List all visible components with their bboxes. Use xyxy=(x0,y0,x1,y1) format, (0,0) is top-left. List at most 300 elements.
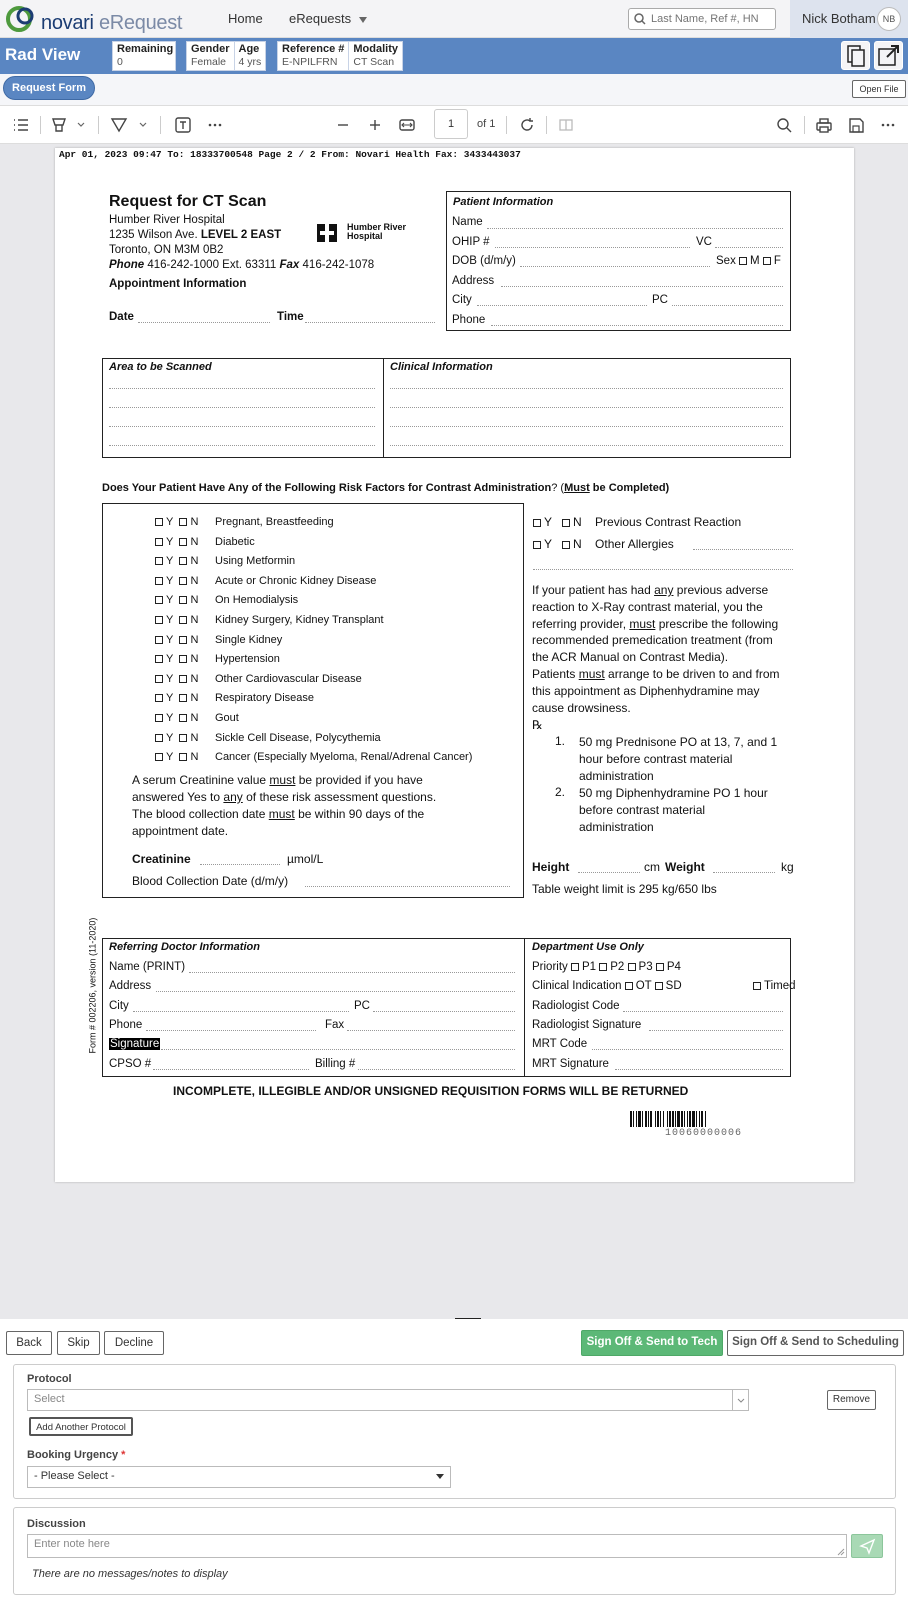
search-input[interactable] xyxy=(649,12,773,26)
barcode-bar xyxy=(633,1111,634,1127)
risk-label: Sickle Cell Disease, Polycythemia xyxy=(215,731,381,744)
rd-address-line xyxy=(156,991,515,992)
yes-label: Y xyxy=(166,712,174,724)
rd-signature-label: Signature xyxy=(110,1038,160,1050)
yes-label: Y xyxy=(166,535,174,548)
page-title: Rad View xyxy=(5,45,81,64)
time-line xyxy=(305,322,435,323)
doctor-dept-box xyxy=(102,938,791,1077)
chevron-down-icon[interactable] xyxy=(138,116,148,134)
barcode-bar xyxy=(660,1111,661,1127)
barcode-bar xyxy=(701,1111,703,1127)
yes-label: Y xyxy=(166,692,174,705)
yes-label: Y xyxy=(166,731,174,744)
required-marker: * xyxy=(121,1449,126,1461)
risk-row xyxy=(155,594,299,607)
yes-label: Y xyxy=(544,537,553,551)
checkbox xyxy=(155,675,163,683)
print-icon[interactable] xyxy=(815,116,833,134)
patient-city-label: City xyxy=(452,294,472,306)
barcode-bar xyxy=(672,1111,674,1127)
box-divider xyxy=(383,358,384,458)
blood-date-label: Blood Collection Date (d/m/y) xyxy=(132,874,289,888)
humber-logo-text: Humber River Hospital xyxy=(347,222,407,241)
nav-erequests-label: eRequests xyxy=(289,11,352,26)
urgency-label-text: Booking Urgency xyxy=(27,1449,119,1461)
add-another-protocol-button[interactable]: Add Another Protocol xyxy=(29,1417,133,1436)
nav-home[interactable]: Home xyxy=(228,11,263,26)
logo-brand: novari xyxy=(41,12,94,34)
checkbox xyxy=(533,519,541,527)
prev-contrast-label: Previous Contrast Reaction xyxy=(595,515,742,529)
pop-out-button[interactable] xyxy=(874,41,903,70)
clinical-line xyxy=(390,445,783,446)
creatinine-label: Creatinine xyxy=(132,852,191,866)
fit-width-icon[interactable] xyxy=(398,116,416,134)
search-icon xyxy=(634,13,646,25)
fax-label: Fax xyxy=(279,259,300,271)
reference-label: Reference # xyxy=(282,43,345,55)
risk-label: Using Metformin xyxy=(215,555,296,568)
patient-phone-line xyxy=(491,325,783,326)
serum-text: of these risk assessment questions. xyxy=(242,790,437,804)
risk-label: Kidney Surgery, Kidney Transplant xyxy=(215,614,384,626)
address-line: 1235 Wilson Ave. xyxy=(109,229,198,241)
no-label: N xyxy=(190,574,199,587)
checkbox xyxy=(179,694,187,702)
barcode-bar xyxy=(681,1111,683,1127)
risk-question-paren: ? ( xyxy=(551,482,565,494)
mrt-sig-line xyxy=(615,1069,783,1070)
demographics-box xyxy=(186,41,266,71)
yes-label: Y xyxy=(544,515,553,529)
gender-value: Female xyxy=(191,56,227,68)
allergies-line xyxy=(533,569,793,570)
toolbar-divider xyxy=(40,116,41,134)
toolbar-divider xyxy=(506,116,507,134)
weight-unit: kg xyxy=(781,860,794,874)
send-icon xyxy=(852,1535,882,1557)
checkbox xyxy=(179,734,187,742)
med1-line: hour before contrast material xyxy=(579,751,733,766)
no-label: N xyxy=(190,516,199,528)
rad-sig-line xyxy=(649,1030,783,1031)
indication-sd: SD xyxy=(665,980,682,992)
risk-row xyxy=(155,712,239,724)
dob-line xyxy=(520,266,710,267)
no-label: N xyxy=(190,633,199,646)
adverse-line: the ACR Manual on Contrast Media). xyxy=(532,650,729,665)
barcode-bar xyxy=(630,1111,632,1127)
adverse-line: cause drowsiness. xyxy=(532,700,631,715)
barcode-bar xyxy=(705,1111,706,1127)
priority-label: Priority xyxy=(532,961,568,973)
barcode-bar xyxy=(667,1111,668,1127)
novari-swoosh-icon xyxy=(5,4,39,34)
med2-num: 2. xyxy=(555,785,566,799)
sex-label: Sex xyxy=(716,255,736,267)
checkbox xyxy=(155,596,163,604)
rd-name-line xyxy=(189,972,515,973)
checkbox xyxy=(179,616,187,624)
discussion-panel xyxy=(13,1507,896,1595)
no-label: N xyxy=(190,712,199,724)
risk-row xyxy=(155,614,384,626)
adverse-line xyxy=(532,582,780,599)
address-level: LEVEL 2 EAST xyxy=(200,229,282,241)
adverse-text: prescribe the following xyxy=(655,616,779,631)
external-link-icon xyxy=(875,42,902,69)
risk-row xyxy=(155,653,280,666)
risk-row xyxy=(155,555,296,568)
split-view-button[interactable] xyxy=(841,41,870,70)
adverse-line: recommended premedication treatment (from xyxy=(532,633,773,648)
age-value: 4 yrs xyxy=(238,56,262,68)
send-note-button[interactable] xyxy=(851,1534,883,1558)
outline-list-icon[interactable] xyxy=(12,116,30,134)
yes-label: Y xyxy=(166,653,174,666)
checkbox xyxy=(656,963,664,971)
more-icon[interactable] xyxy=(879,116,897,134)
action-panel xyxy=(0,1319,908,1600)
remaining-value: 0 xyxy=(117,56,123,68)
user-menu[interactable] xyxy=(790,0,908,38)
rotate-icon[interactable] xyxy=(518,116,536,134)
rad-view-bar xyxy=(0,38,908,74)
patient-name-label: Name xyxy=(452,216,483,228)
patient-city-line xyxy=(477,305,647,306)
barcode-bar xyxy=(636,1111,637,1127)
checkbox xyxy=(179,636,187,644)
clinical-line xyxy=(390,426,783,427)
serum-note-line xyxy=(132,790,436,804)
draw-icon[interactable] xyxy=(110,116,128,134)
appointment-heading: Appointment Information xyxy=(109,278,247,290)
area-line xyxy=(109,445,375,446)
other-allergies-row xyxy=(533,537,674,551)
risk-label: Other Cardiovascular Disease xyxy=(215,672,362,685)
pdf-viewer[interactable] xyxy=(0,144,908,1319)
box-divider xyxy=(524,938,525,1077)
pdf-toolbar xyxy=(0,106,908,144)
serum-note-line xyxy=(132,807,424,821)
checkbox xyxy=(179,714,187,722)
highlight-icon[interactable] xyxy=(50,116,68,134)
vc-line xyxy=(715,247,783,248)
priority-row xyxy=(532,961,681,973)
zoom-out-icon[interactable] xyxy=(334,116,352,134)
checkbox xyxy=(763,257,771,265)
serum-text: The blood collection date xyxy=(132,807,269,821)
booking-urgency-label xyxy=(27,1449,125,1461)
rd-pc-line xyxy=(373,1011,515,1012)
phone-label: Phone xyxy=(109,259,145,271)
height-line xyxy=(578,872,640,873)
yes-label: Y xyxy=(166,751,174,764)
risk-row xyxy=(155,535,255,548)
remove-protocol-button[interactable]: Remove xyxy=(827,1390,876,1410)
checkbox xyxy=(179,577,187,585)
priority-p1: P1 xyxy=(581,961,597,973)
open-file-button[interactable]: Open File xyxy=(852,80,906,98)
checkbox xyxy=(599,963,607,971)
no-label: N xyxy=(573,515,582,529)
reference-value: E-NPILFRN xyxy=(282,56,338,68)
barcode-bar xyxy=(655,1111,656,1127)
barcode-bar xyxy=(650,1111,652,1127)
patient-address-line xyxy=(501,286,783,287)
novari-logo[interactable] xyxy=(5,4,185,34)
adverse-line xyxy=(532,666,780,683)
checkbox xyxy=(155,636,163,644)
zoom-in-icon[interactable] xyxy=(366,116,384,134)
ref-doc-heading: Referring Doctor Information xyxy=(109,941,260,953)
clinical-indication-label: Clinical Indication xyxy=(532,980,622,992)
checkbox xyxy=(753,982,761,990)
risk-label: Acute or Chronic Kidney Disease xyxy=(215,574,377,587)
yes-label: Y xyxy=(166,555,174,568)
barcode-number: 10060000006 xyxy=(665,1128,743,1139)
empty-messages: There are no messages/notes to display xyxy=(32,1568,228,1580)
form-number: Form # 002206, version (11-2020) xyxy=(87,917,98,1054)
time-label: Time xyxy=(277,311,304,323)
rad-code-label: Radiologist Code xyxy=(532,1000,620,1012)
risk-question xyxy=(102,482,669,494)
toolbar-divider xyxy=(546,116,547,134)
barcode-icon xyxy=(630,1111,790,1127)
checkbox xyxy=(179,538,187,546)
serum-any: any xyxy=(223,790,243,804)
other-allergies-label: Other Allergies xyxy=(595,537,674,551)
checkbox xyxy=(179,557,187,565)
ohip-line xyxy=(495,247,690,248)
rad-code-line xyxy=(623,1011,783,1012)
rd-phone-label: Phone xyxy=(109,1019,143,1031)
serum-text: be within 90 days of the xyxy=(294,807,425,821)
protocol-select-value: Select xyxy=(34,1393,65,1405)
hospital-name: Humber River Hospital xyxy=(109,214,225,226)
blood-date-line xyxy=(305,886,510,887)
nav-erequests[interactable] xyxy=(289,11,367,26)
rd-city-line xyxy=(133,1011,349,1012)
yes-label: Y xyxy=(166,633,174,646)
form-tab-row xyxy=(0,74,908,106)
barcode-bar xyxy=(645,1111,647,1127)
booking-urgency-select[interactable] xyxy=(27,1466,451,1488)
indication-ot: OT xyxy=(635,980,652,992)
med1 xyxy=(579,734,777,784)
clinical-line xyxy=(390,407,783,408)
adverse-text: arrange to be driven to and from xyxy=(604,666,780,681)
yes-label: Y xyxy=(166,672,174,685)
page-number-input[interactable]: 1 xyxy=(434,109,468,139)
patient-name-line xyxy=(487,228,783,229)
barcode-bar xyxy=(675,1111,676,1127)
search-box[interactable] xyxy=(628,8,776,30)
reference-box xyxy=(277,41,403,71)
prev-contrast-row xyxy=(533,515,741,529)
rd-address-label: Address xyxy=(109,980,152,992)
no-label: N xyxy=(190,535,199,548)
risk-row xyxy=(155,672,362,685)
adverse-line xyxy=(532,616,780,633)
skip-button[interactable]: Skip xyxy=(57,1331,100,1355)
checkbox xyxy=(179,675,187,683)
clinical-indication-row xyxy=(532,980,682,992)
risk-label: On Hemodialysis xyxy=(215,594,299,607)
timed-label: Timed xyxy=(764,980,796,992)
serum-must: must xyxy=(268,807,295,821)
fax-value: 416-242-1078 xyxy=(302,259,375,271)
caret-down-icon xyxy=(733,1390,749,1410)
protocol-label: Protocol xyxy=(27,1373,72,1385)
search-icon[interactable] xyxy=(775,116,793,134)
serum-note-line: appointment date. xyxy=(132,824,229,838)
risk-row xyxy=(155,633,283,646)
page-count: of 1 xyxy=(477,118,496,130)
rd-phone-line xyxy=(146,1030,316,1031)
risk-row xyxy=(155,516,334,528)
sign-off-send-tech-button[interactable]: Sign Off & Send to Tech xyxy=(581,1330,723,1356)
rx-symbol: ℞ xyxy=(532,718,543,732)
protocol-panel xyxy=(13,1364,896,1499)
checkbox xyxy=(155,694,163,702)
risk-row xyxy=(155,731,381,744)
risk-label: Pregnant, Breastfeeding xyxy=(215,516,334,528)
rad-sig-label: Radiologist Signature xyxy=(532,1019,642,1031)
rd-billing-label: Billing # xyxy=(315,1058,356,1070)
checkbox xyxy=(179,518,187,526)
decline-button[interactable]: Decline xyxy=(104,1331,164,1355)
barcode-bar xyxy=(689,1111,691,1127)
date-label: Date xyxy=(109,311,134,323)
risk-label: Diabetic xyxy=(215,535,255,548)
user-name: Nick Botham xyxy=(802,11,876,26)
area-line xyxy=(109,388,375,389)
risk-question-end: be Completed) xyxy=(589,482,670,494)
pdf-page xyxy=(55,148,854,1182)
yes-label: Y xyxy=(166,516,174,528)
patient-pc-label: PC xyxy=(652,294,668,306)
risk-row xyxy=(155,692,315,705)
yes-label: Y xyxy=(166,594,174,607)
barcode-bar xyxy=(669,1111,671,1127)
yes-label: Y xyxy=(166,574,174,587)
clinical-heading: Clinical Information xyxy=(390,361,493,373)
barcode-bar xyxy=(657,1111,659,1127)
barcode-bar xyxy=(692,1111,695,1127)
checkbox xyxy=(628,963,636,971)
ohip-label: OHIP # xyxy=(452,236,490,248)
checkbox xyxy=(155,714,163,722)
sex-m: M xyxy=(750,255,760,267)
rd-billing-line xyxy=(358,1069,515,1070)
checkbox xyxy=(625,982,633,990)
patient-pc-line xyxy=(672,305,783,306)
incomplete-warning: INCOMPLETE, ILLEGIBLE AND/OR UNSIGNED REQUISITION FORMS WILL BE RETURNED xyxy=(173,1084,689,1098)
hospital-address xyxy=(109,229,281,241)
rd-fax-label: Fax xyxy=(325,1019,345,1031)
back-button[interactable]: Back xyxy=(6,1331,52,1355)
avatar[interactable]: NB xyxy=(877,7,901,31)
chevron-down-icon[interactable] xyxy=(76,116,86,134)
sex-field xyxy=(716,255,781,267)
rd-name-label: Name (PRINT) xyxy=(109,961,186,973)
no-label: N xyxy=(190,555,199,568)
hospital-contact xyxy=(109,259,374,271)
adverse-line: reaction to X-Ray contrast material, you the xyxy=(532,599,763,614)
select-arrow xyxy=(732,1390,748,1410)
risk-label: Hypertension xyxy=(215,653,280,666)
risk-label: Single Kidney xyxy=(215,633,283,646)
text-box-icon[interactable] xyxy=(174,116,192,134)
risk-row xyxy=(155,574,377,587)
med1-line: 50 mg Prednisone PO at 13, 7, and 1 xyxy=(579,735,778,749)
checkbox xyxy=(179,655,187,663)
checkbox xyxy=(533,541,541,549)
patient-phone-label: Phone xyxy=(452,314,486,326)
area-line xyxy=(109,426,375,427)
no-label: N xyxy=(190,731,199,744)
tab-request-form[interactable]: Request Form xyxy=(3,76,95,100)
rd-cpso-line xyxy=(153,1069,309,1070)
remaining-box xyxy=(112,41,176,71)
doc-title: Request for CT Scan xyxy=(109,193,267,210)
checkbox xyxy=(739,257,747,265)
no-label: N xyxy=(190,614,199,626)
serum-note-line xyxy=(132,773,423,787)
save-icon[interactable] xyxy=(847,116,865,134)
creatinine-unit: µmol/L xyxy=(287,852,324,866)
barcode-bar xyxy=(642,1111,643,1127)
priority-p4: P4 xyxy=(666,961,681,973)
risk-row xyxy=(155,751,473,764)
note-input[interactable] xyxy=(27,1534,847,1558)
rd-pc-label: PC xyxy=(354,1000,370,1012)
checkbox xyxy=(155,538,163,546)
allergies-line xyxy=(693,549,793,550)
sign-off-send-scheduling-button[interactable]: Sign Off & Send to Scheduling xyxy=(727,1330,904,1356)
med2-line: administration xyxy=(579,819,654,834)
adverse-text: If your patient has had xyxy=(532,583,655,597)
serum-must: must xyxy=(269,773,296,787)
rd-city-label: City xyxy=(109,1000,129,1012)
risk-question-text: Does Your Patient Have Any of the Following Risk Factors for Contrast Administration xyxy=(102,482,552,494)
adverse-note xyxy=(532,582,780,716)
dob-label: DOB (d/m/y) xyxy=(452,255,516,267)
barcode-bar xyxy=(663,1111,664,1127)
adverse-any: any xyxy=(654,583,674,597)
mrt-code-line xyxy=(592,1049,783,1050)
checkbox xyxy=(155,753,163,761)
timed-option xyxy=(753,980,796,992)
fax-header: Apr 01, 2023 09:47 To: 18333700548 Page 2 / 2 From: Novari Health Fax: 3433443037 xyxy=(59,149,521,160)
serum-text: answered Yes to xyxy=(132,790,224,804)
date-line xyxy=(138,322,270,323)
scan-clinical-box xyxy=(102,358,791,458)
med2-line: 50 mg Diphenhydramine PO 1 hour xyxy=(579,786,768,800)
note-placeholder: Enter note here xyxy=(34,1538,110,1550)
priority-p3: P3 xyxy=(638,961,653,973)
top-nav xyxy=(0,0,908,38)
clinical-line xyxy=(390,388,783,389)
hospital-city: Toronto, ON M3M 0B2 xyxy=(109,244,224,256)
more-icon[interactable] xyxy=(206,116,224,134)
risk-label: Gout xyxy=(215,712,239,724)
adverse-line: this appointment as Diphenhydramine may xyxy=(532,683,760,698)
protocol-select[interactable] xyxy=(27,1389,749,1411)
barcode-bar xyxy=(677,1111,680,1127)
